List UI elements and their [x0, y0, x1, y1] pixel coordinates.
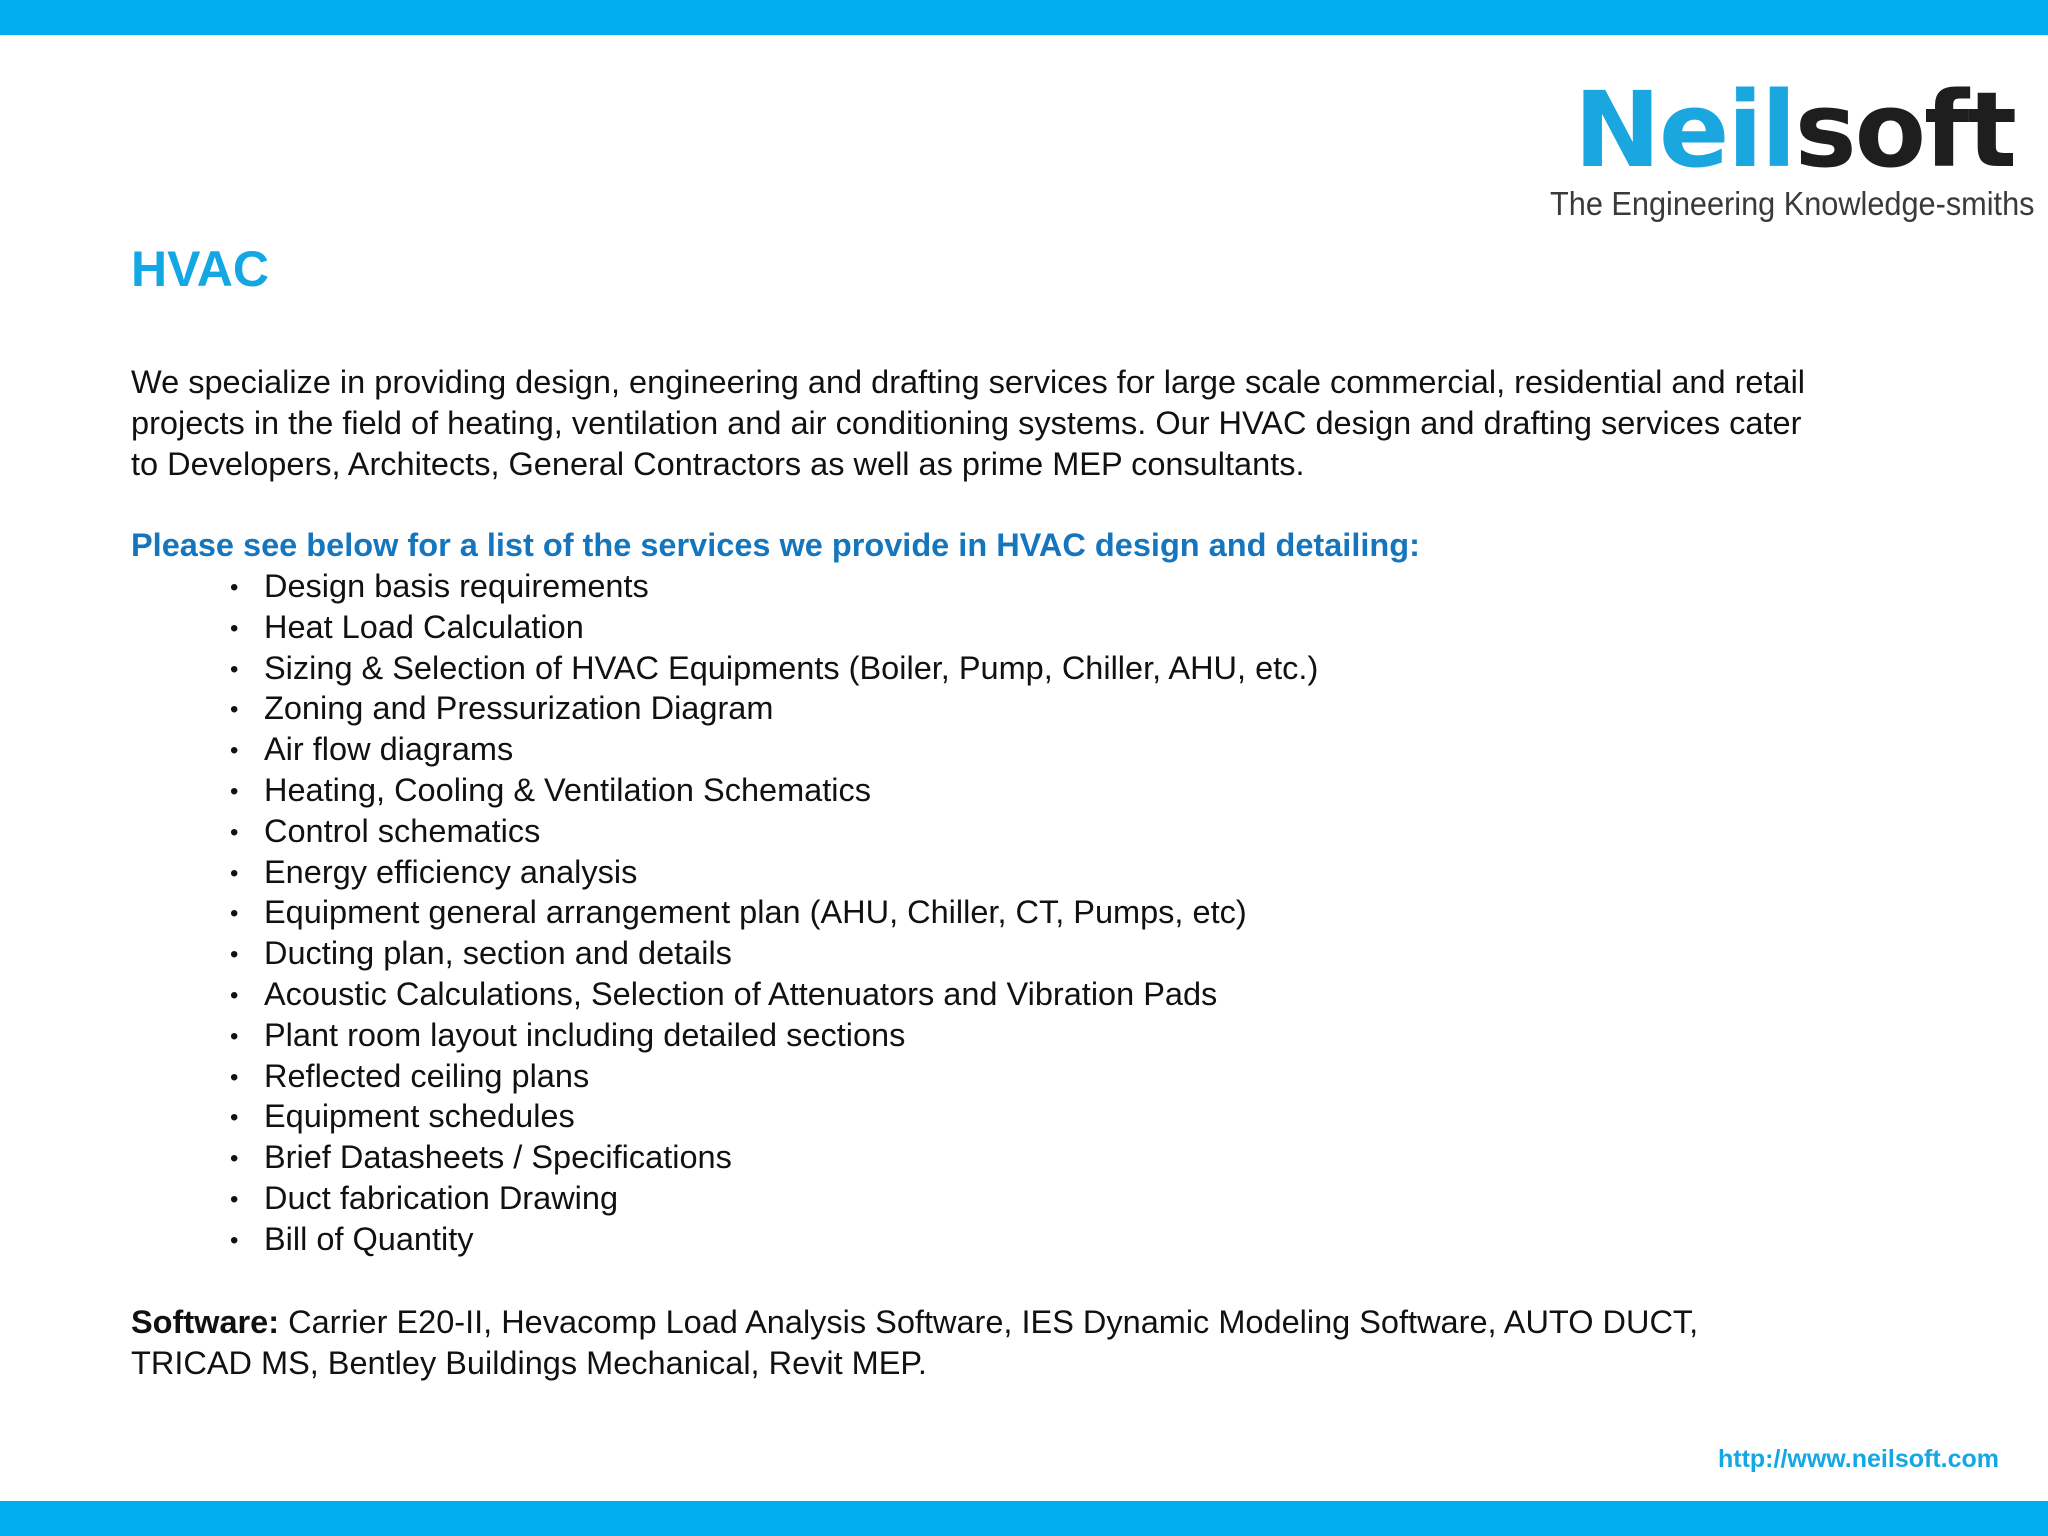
service-item-label: Plant room layout including detailed sections — [264, 1016, 906, 1053]
service-item — [230, 648, 1318, 689]
service-item-label: Acoustic Calculations, Selection of Attenuators and Vibration Pads — [264, 975, 1218, 1012]
services-heading: Please see below for a list of the services we provide in HVAC design and detailing: — [131, 527, 1420, 563]
bullet: • — [230, 1022, 239, 1050]
service-item — [230, 892, 1318, 933]
intro-line: We specialize in providing design, engineering and drafting services for large scale commercial, residential and retail — [131, 364, 1806, 400]
software-label: Software: — [131, 1304, 280, 1340]
service-item — [230, 852, 1318, 893]
service-item-label: Equipment general arrangement plan (AHU, Chiller, CT, Pumps, etc) — [264, 894, 1247, 931]
logo-wordmark-neil: Neil — [1573, 69, 1795, 191]
services-list — [230, 566, 1318, 1260]
bullet: • — [230, 574, 239, 601]
service-item — [230, 607, 1318, 648]
bullet: • — [230, 777, 239, 805]
service-item — [230, 1219, 1318, 1260]
service-item-label: Brief Datasheets / Specifications — [264, 1139, 732, 1176]
bullet: • — [230, 1226, 239, 1254]
logo-wordmark — [1515, 69, 2015, 191]
service-item-label: Zoning and Pressurization Diagram — [264, 690, 774, 727]
bullet: • — [230, 900, 239, 928]
intro-line: to Developers, Architects, General Contractors as well as prime MEP consultants. — [131, 446, 1305, 482]
service-item — [230, 770, 1318, 811]
software-line: TRICAD MS, Bentley Buildings Mechanical, Revit MEP. — [131, 1345, 927, 1381]
service-item-label: Air flow diagrams — [264, 731, 514, 768]
website-link[interactable]: http://www.neilsoft.com — [1717, 1445, 1999, 1473]
service-item — [230, 1056, 1318, 1097]
page-title: HVAC — [131, 241, 269, 297]
bullet: • — [230, 1063, 239, 1091]
bullet: • — [230, 1104, 239, 1132]
service-item — [230, 1096, 1318, 1137]
bullet: • — [230, 655, 239, 683]
service-item — [230, 566, 1318, 607]
software-list-part1: Carrier E20-II, Hevacomp Load Analysis Software, IES Dynamic Modeling Software, AUTO DUCT, — [279, 1304, 1699, 1340]
bullet: • — [230, 614, 239, 642]
service-item-label: Reflected ceiling plans — [264, 1057, 590, 1094]
top-band — [0, 0, 2048, 35]
service-item — [230, 1015, 1318, 1056]
bullet: • — [230, 1185, 239, 1213]
service-item-label: Design basis requirements — [264, 568, 649, 604]
service-item-label: Heat Load Calculation — [264, 608, 584, 645]
logo-tagline: The Engineering Knowledge-smiths — [1550, 185, 2035, 222]
bullet: • — [230, 737, 239, 765]
service-item-label: Duct fabrication Drawing — [264, 1179, 619, 1216]
service-item-label: Energy efficiency analysis — [264, 853, 638, 890]
logo-wordmark-soft: soft — [1794, 69, 2015, 191]
bullet: • — [230, 696, 239, 724]
service-item-label: Bill of Quantity — [264, 1220, 474, 1257]
bullet: • — [230, 818, 239, 846]
service-item — [230, 974, 1318, 1015]
service-item — [230, 729, 1318, 770]
bottom-band — [0, 1501, 2048, 1536]
service-item — [230, 1137, 1318, 1178]
service-item — [230, 933, 1318, 974]
service-item-label: Equipment schedules — [264, 1098, 575, 1135]
intro-paragraph — [131, 362, 1931, 485]
service-item-label: Sizing & Selection of HVAC Equipments (Boiler, Pump, Chiller, AHU, etc.) — [264, 649, 1319, 686]
service-item — [230, 1178, 1318, 1219]
neilsoft-logo — [1515, 69, 2035, 224]
intro-line: projects in the field of heating, ventilation and air conditioning systems. Our HVAC design and drafting services cater — [131, 405, 1802, 441]
bullet: • — [230, 941, 239, 969]
service-item-label: Heating, Cooling & Ventilation Schematics — [264, 771, 872, 808]
bullet: • — [230, 1145, 239, 1173]
service-item — [230, 688, 1318, 729]
bullet: • — [230, 859, 239, 887]
service-item — [230, 811, 1318, 852]
bullet: • — [230, 981, 239, 1009]
software-paragraph — [131, 1302, 1931, 1384]
software-line — [131, 1302, 1931, 1343]
service-item-label: Ducting plan, section and details — [264, 935, 732, 972]
service-item-label: Control schematics — [264, 812, 541, 849]
